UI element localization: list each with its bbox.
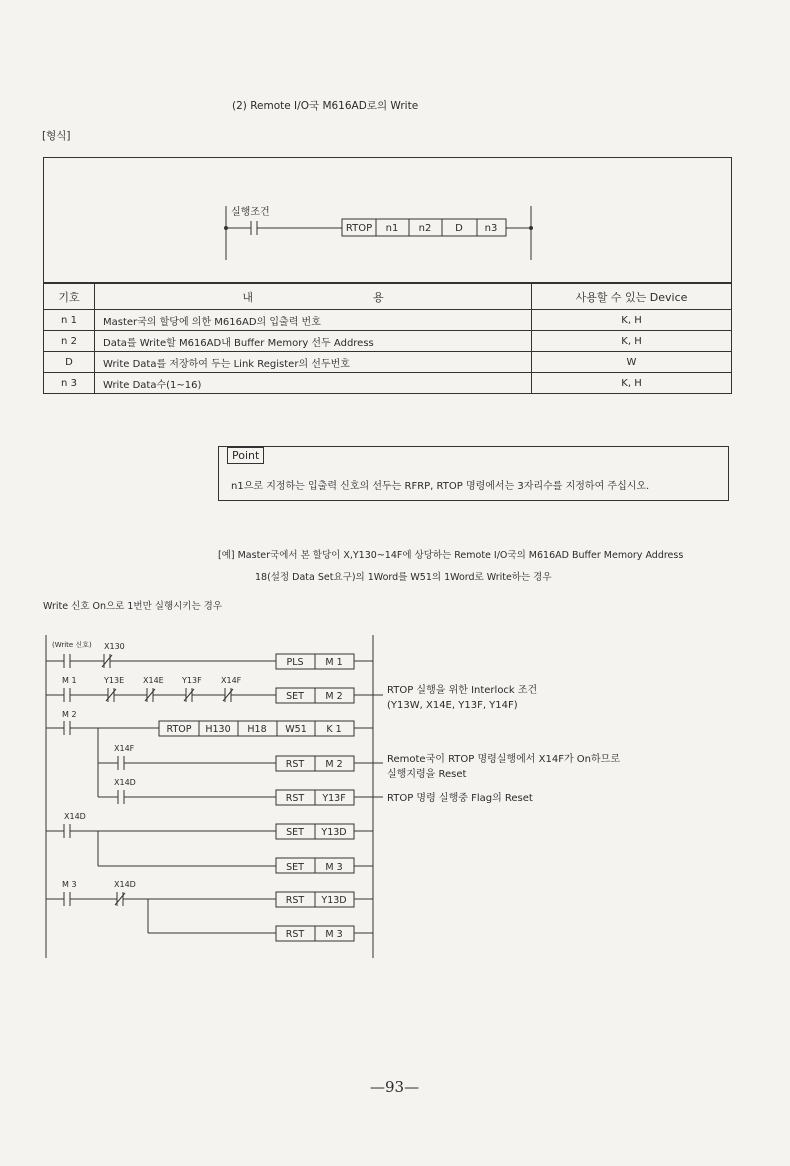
row-device: K, H bbox=[532, 373, 732, 394]
row-device: W bbox=[532, 352, 732, 373]
coil-set-y13d-dev: Y13D bbox=[321, 827, 347, 838]
row-device: K, H bbox=[532, 310, 732, 331]
rtop-n3: K 1 bbox=[326, 724, 342, 735]
fmt-box-0: RTOP bbox=[345, 223, 373, 234]
contact-y13e: Y13E bbox=[104, 676, 125, 685]
fmt-box-1: n1 bbox=[385, 223, 399, 234]
contact-m2: M 2 bbox=[62, 710, 77, 719]
row-symbol: n 2 bbox=[44, 331, 95, 352]
fmt-box-4: n3 bbox=[484, 223, 498, 234]
write-signal-label: (Write 신호) bbox=[52, 641, 92, 649]
header-content: 내 용 bbox=[95, 284, 532, 310]
header-device: 사용할 수 있는 Device bbox=[532, 284, 732, 310]
contact-y13f: Y13F bbox=[182, 676, 202, 685]
coil-set-dev: M 2 bbox=[325, 691, 343, 702]
condition-note: Write 신호 On으로 1번만 실행시키는 경우 bbox=[43, 601, 223, 612]
table-header-row bbox=[44, 284, 732, 310]
row-symbol: n 1 bbox=[44, 310, 95, 331]
coil-rst-m2: RST bbox=[285, 759, 305, 770]
table-row bbox=[44, 352, 732, 373]
example-line-1: [예] Master국에서 본 할당이 X,Y130~14F에 상당하는 Remote I/O국의 M616AD Buffer Memory Address bbox=[218, 550, 684, 561]
row-desc: Data를 Write할 M616AD내 Buffer Memory 선두 Address bbox=[95, 331, 532, 352]
contact-x14d-3: X14D bbox=[114, 880, 136, 889]
coil-pls: PLS bbox=[286, 657, 304, 668]
ladder-diagram bbox=[0, 630, 790, 970]
contact-m3: M 3 bbox=[62, 880, 77, 889]
coil-rst-y13d: RST bbox=[285, 895, 305, 906]
coil-set-y13d: SET bbox=[286, 827, 304, 838]
rtop-d: W51 bbox=[285, 724, 307, 735]
coil-rst-m2-dev: M 2 bbox=[325, 759, 343, 770]
example-line-2: 18(설정 Data Set요구)의 1Word를 W51의 1Word로 Write하는 경우 bbox=[255, 572, 552, 583]
row-desc: Write Data수(1~16) bbox=[95, 373, 532, 394]
table-row bbox=[44, 310, 732, 331]
contact-x14f-2: X14F bbox=[114, 744, 135, 753]
rtop-n2: H18 bbox=[247, 724, 267, 735]
comment-interlock-1: RTOP 실행을 위한 Interlock 조건 bbox=[387, 685, 538, 696]
contact-m1: M 1 bbox=[62, 676, 77, 685]
comment-interlock-2: (Y13W, X14E, Y13F, Y14F) bbox=[387, 700, 518, 711]
point-box bbox=[218, 446, 729, 501]
fmt-box-3: D bbox=[455, 223, 463, 234]
page-number: —93— bbox=[370, 1078, 420, 1096]
header-symbol: 기호 bbox=[44, 284, 95, 310]
coil-set: SET bbox=[286, 691, 304, 702]
coil-rst-y13f-dev: Y13F bbox=[322, 793, 346, 804]
contact-x130: X130 bbox=[104, 642, 125, 651]
comment-flag-reset: RTOP 명령 실행중 Flag의 Reset bbox=[387, 793, 533, 804]
contact-x14e: X14E bbox=[143, 676, 164, 685]
table-row bbox=[44, 373, 732, 394]
coil-rst-y13f: RST bbox=[285, 793, 305, 804]
comment-remote-1: Remote국이 RTOP 명령실행에서 X14F가 On하므로 bbox=[387, 754, 620, 765]
contact-x14d-2: X14D bbox=[64, 812, 86, 821]
device-table bbox=[43, 283, 732, 394]
format-label: [형식] bbox=[42, 130, 71, 142]
contact-x14f: X14F bbox=[221, 676, 242, 685]
row-symbol: D bbox=[44, 352, 95, 373]
condition-label: 실행조건 bbox=[231, 207, 270, 218]
row-symbol: n 3 bbox=[44, 373, 95, 394]
coil-pls-dev: M 1 bbox=[325, 657, 343, 668]
coil-rst-y13d-dev: Y13D bbox=[321, 895, 347, 906]
format-box bbox=[43, 157, 732, 283]
row-desc: Write Data를 저장하여 두는 Link Register의 선두번호 bbox=[95, 352, 532, 373]
comment-remote-2: 실행지령을 Reset bbox=[387, 769, 467, 780]
format-instruction-box bbox=[342, 219, 506, 236]
section-title: (2) Remote I/O국 M616AD로의 Write bbox=[232, 100, 419, 112]
coil-rst-m3-dev: M 3 bbox=[325, 929, 343, 940]
coil-set-m3: SET bbox=[286, 862, 304, 873]
row-desc: Master국의 할당에 의한 M616AD의 입출력 번호 bbox=[95, 310, 532, 331]
point-tag: Point bbox=[227, 447, 264, 464]
contact-x14d: X14D bbox=[114, 778, 136, 787]
table-row bbox=[44, 331, 732, 352]
rtop-n1: H130 bbox=[205, 724, 231, 735]
rtop-instruction: RTOP bbox=[166, 724, 192, 735]
fmt-box-2: n2 bbox=[418, 223, 432, 234]
row-device: K, H bbox=[532, 331, 732, 352]
point-text: n1으로 지정하는 입출력 신호의 선두는 RFRP, RTOP 명령에서는 3자리수를 지정하여 주십시오. bbox=[231, 481, 650, 492]
format-ladder bbox=[44, 158, 731, 282]
coil-rst-m3: RST bbox=[285, 929, 305, 940]
coil-set-m3-dev: M 3 bbox=[325, 862, 343, 873]
